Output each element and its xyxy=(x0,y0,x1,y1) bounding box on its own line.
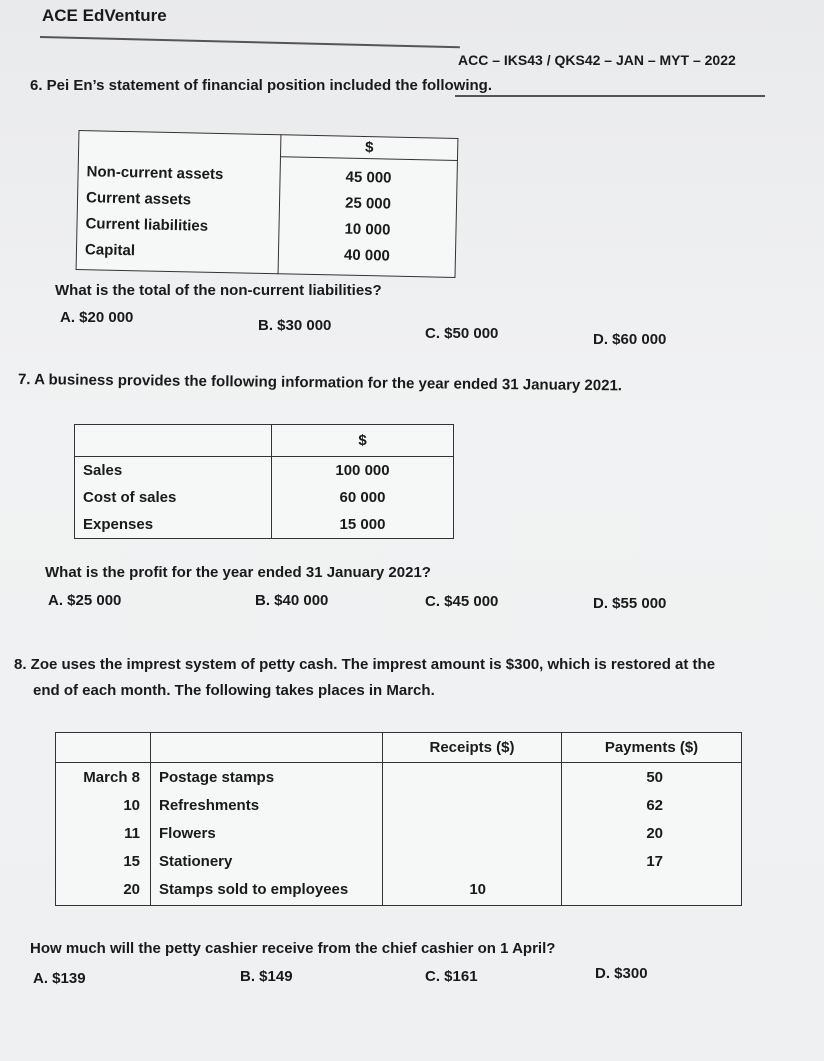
row-item: Refreshments xyxy=(159,797,260,814)
row-label: Cost of sales xyxy=(83,489,177,506)
question-6-option-b[interactable]: B. $30 000 xyxy=(258,317,332,334)
row-item: Flowers xyxy=(159,825,216,842)
question-8-option-a[interactable]: A. $139 xyxy=(33,970,86,987)
row-value: 40 000 xyxy=(343,246,391,265)
row-date: 11 xyxy=(124,825,140,842)
question-8-option-b[interactable]: B. $149 xyxy=(240,968,293,985)
row-payments xyxy=(570,876,663,904)
header-rule-right xyxy=(455,95,765,97)
table-values xyxy=(272,457,454,539)
row-payments: 20 xyxy=(646,825,663,842)
publisher-name: ACE EdVenture xyxy=(42,6,167,25)
question-7-prompt: What is the profit for the year ended 31 January 2021? xyxy=(45,564,431,581)
row-value: 100 000 xyxy=(335,462,390,479)
date-column xyxy=(56,763,151,906)
question-6-option-c[interactable]: C. $50 000 xyxy=(425,325,499,342)
question-7-stem: 7. A business provides the following information for the year ended 31 January 2021. xyxy=(17,371,623,395)
payments-column xyxy=(562,763,742,906)
row-item: Stationery xyxy=(159,853,233,870)
question-6-option-d[interactable]: D. $60 000 xyxy=(593,331,667,348)
row-receipts xyxy=(391,764,486,792)
table-values xyxy=(278,157,457,278)
row-receipts: 10 xyxy=(469,881,486,898)
question-7-option-c[interactable]: C. $45 000 xyxy=(425,593,499,610)
row-receipts xyxy=(391,848,486,876)
row-item: Stamps sold to employees xyxy=(159,881,349,898)
row-label: Current assets xyxy=(85,188,192,209)
question-8-stem-line1: 8. Zoe uses the imprest system of petty cash. The imprest amount is $300, which is restored at the xyxy=(14,656,716,673)
question-6-table xyxy=(76,130,459,278)
row-label: Non-current assets xyxy=(86,162,224,183)
row-value: 45 000 xyxy=(345,168,392,187)
row-value: 10 000 xyxy=(344,220,391,239)
petty-cash-table xyxy=(55,732,742,906)
row-date: March 8 xyxy=(83,769,140,786)
receipts-column xyxy=(383,763,562,906)
item-column xyxy=(151,763,383,906)
question-6-prompt: What is the total of the non-current liabilities? xyxy=(55,282,382,299)
question-7-table xyxy=(74,424,454,539)
paper-code: ACC – IKS43 / QKS42 – JAN – MYT – 2022 xyxy=(458,52,736,68)
question-8-option-d[interactable]: D. $300 xyxy=(595,965,648,982)
row-payments: 17 xyxy=(646,853,663,870)
question-8-option-c[interactable]: C. $161 xyxy=(425,968,478,985)
question-7-option-b[interactable]: B. $40 000 xyxy=(255,592,329,609)
row-item: Postage stamps xyxy=(159,769,275,786)
row-payments: 62 xyxy=(646,797,663,814)
question-7-option-a[interactable]: A. $25 000 xyxy=(48,592,122,609)
table-header-currency: $ xyxy=(280,135,457,161)
table-cell xyxy=(151,733,383,763)
question-6-option-a[interactable]: A. $20 000 xyxy=(60,309,134,326)
payments-header: Payments ($) xyxy=(562,733,742,763)
row-payments: 50 xyxy=(646,769,663,786)
row-date: 20 xyxy=(123,881,140,898)
row-value: 15 000 xyxy=(339,516,386,533)
question-8-stem-line2: end of each month. The following takes places in March. xyxy=(33,682,435,699)
row-value: 25 000 xyxy=(344,194,392,213)
row-receipts xyxy=(391,820,486,848)
table-labels xyxy=(76,153,280,274)
row-label: Current liabilities xyxy=(85,214,209,235)
row-date: 15 xyxy=(123,853,140,870)
row-label: Capital xyxy=(84,240,136,259)
row-receipts xyxy=(391,792,486,820)
table-cell xyxy=(75,425,272,457)
table-header-currency: $ xyxy=(272,425,454,457)
question-8-prompt: How much will the petty cashier receive from the chief cashier on 1 April? xyxy=(30,940,556,957)
row-date: 10 xyxy=(123,797,140,814)
question-7-option-d[interactable]: D. $55 000 xyxy=(593,595,667,612)
row-label: Expenses xyxy=(83,516,154,533)
receipts-header: Receipts ($) xyxy=(383,733,562,763)
question-6-stem: 6. Pei En’s statement of financial position included the following. xyxy=(30,77,492,94)
row-label: Sales xyxy=(83,462,123,479)
table-cell xyxy=(56,733,151,763)
table-labels xyxy=(75,457,272,539)
row-value: 60 000 xyxy=(339,489,386,506)
header-rule-left xyxy=(40,36,460,48)
